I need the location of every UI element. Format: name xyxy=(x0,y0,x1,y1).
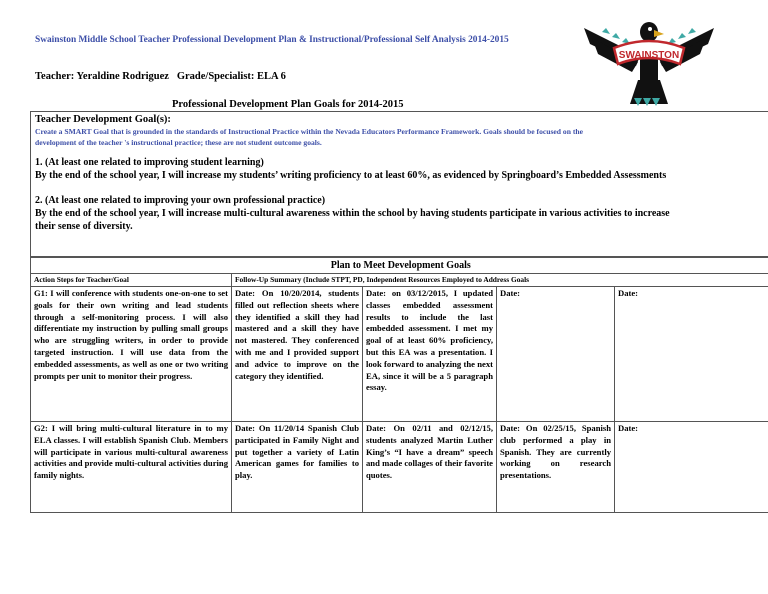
goals-section xyxy=(30,111,768,257)
goal-2-followup-1: Date: On 11/20/14 Spanish Club participated in Family Night and put together a variety of Latin American games for families to play. xyxy=(232,422,363,513)
goal-1-followup-1: Date: On 10/20/2014, students filled out reflection sheets where they identified a skill they had mastered and a skill they have not mastered. They conferenced with me and I provided support and advice to improve on the category they identified. xyxy=(232,287,363,422)
goal-1-heading: 1. (At least one related to improving student learning) xyxy=(35,157,264,168)
plan-title: Professional Development Plan Goals for 2014-2015 xyxy=(172,99,404,110)
goal-2-text-line-2: their sense of diversity. xyxy=(35,221,133,232)
document-title: Swainston Middle School Teacher Professional Development Plan & Instructional/Professional Self Analysis 2014-2015 xyxy=(35,35,509,45)
development-plan-table xyxy=(30,257,768,513)
action-steps-header: Action Steps for Teacher/Goal xyxy=(31,274,232,287)
goal-1-followup-2: Date: on 03/12/2015, I updated classes embedded assessment results to include the last embedded assessment. I met my goal of at least 60% proficiency, but this EA was a presentation. I look forward to analyzing the next EA, since it will be a 5 paragraph essay. xyxy=(363,287,497,422)
goals-heading: Teacher Development Goal(s): xyxy=(35,114,171,125)
smart-instruction-line-2: development of the teacher 's instructional practice; these are not student outcome goals. xyxy=(35,138,322,147)
goal-2-text-line-1: By the end of the school year, I will increase multi-cultural awareness within the school by having students participate in various activities to increase xyxy=(35,208,670,219)
goal-2-followup-3: Date: On 02/25/15, Spanish club performed a play in Spanish. They are currently working on research presentations. xyxy=(497,422,615,513)
smart-instruction-line-1: Create a SMART Goal that is grounded in the standards of Instructional Practice within the Nevada Educators Performance Framework. Goals should be focused on the xyxy=(35,127,583,136)
follow-up-header: Follow-Up Summary (Include STPT, PD, Independent Resources Employed to Address Goals xyxy=(232,274,768,287)
goal-2-followup-2: Date: On 02/11 and 02/12/15, students analyzed Martin Luther King’s “I have a dream” speech and made collages of their favorite quotes. xyxy=(363,422,497,513)
goal-2-action-steps: G2: I will bring multi-cultural literature in to my ELA classes. I will establish Spanish Club. Members will participate in various multi-cultural awareness activities and provide multi-cultural activities during family nights. xyxy=(31,422,232,513)
swainston-eagle-logo xyxy=(580,10,718,110)
goal-2-followup-4: Date: xyxy=(615,422,768,513)
goal-1-followup-3: Date: xyxy=(497,287,615,422)
teacher-line: Teacher: Yeraldine Rodriguez Grade/Specialist: ELA 6 xyxy=(35,71,286,82)
logo-text: SWAINSTON xyxy=(618,50,680,61)
table-title: Plan to Meet Development Goals xyxy=(31,258,768,274)
goal-1-followup-4: Date: xyxy=(615,287,768,422)
table-row xyxy=(31,422,768,513)
goal-2-heading: 2. (At least one related to improving your own professional practice) xyxy=(35,195,326,206)
goal-1-text: By the end of the school year, I will increase my students’ writing proficiency to at least 60%, as evidenced by Springboard’s Embedded Assessments xyxy=(35,170,667,181)
table-row xyxy=(31,287,768,422)
goal-1-action-steps: G1: I will conference with students one-on-one to set goals for their own writing and lead students through a self-monitoring process. I will also differentiate my instruction by pulling small groups who are struggling writers, in order to provide targeted instruction. I will use data from the embedded assessments, as well as one or two writing prompts per unit to monitor their progress. xyxy=(31,287,232,422)
